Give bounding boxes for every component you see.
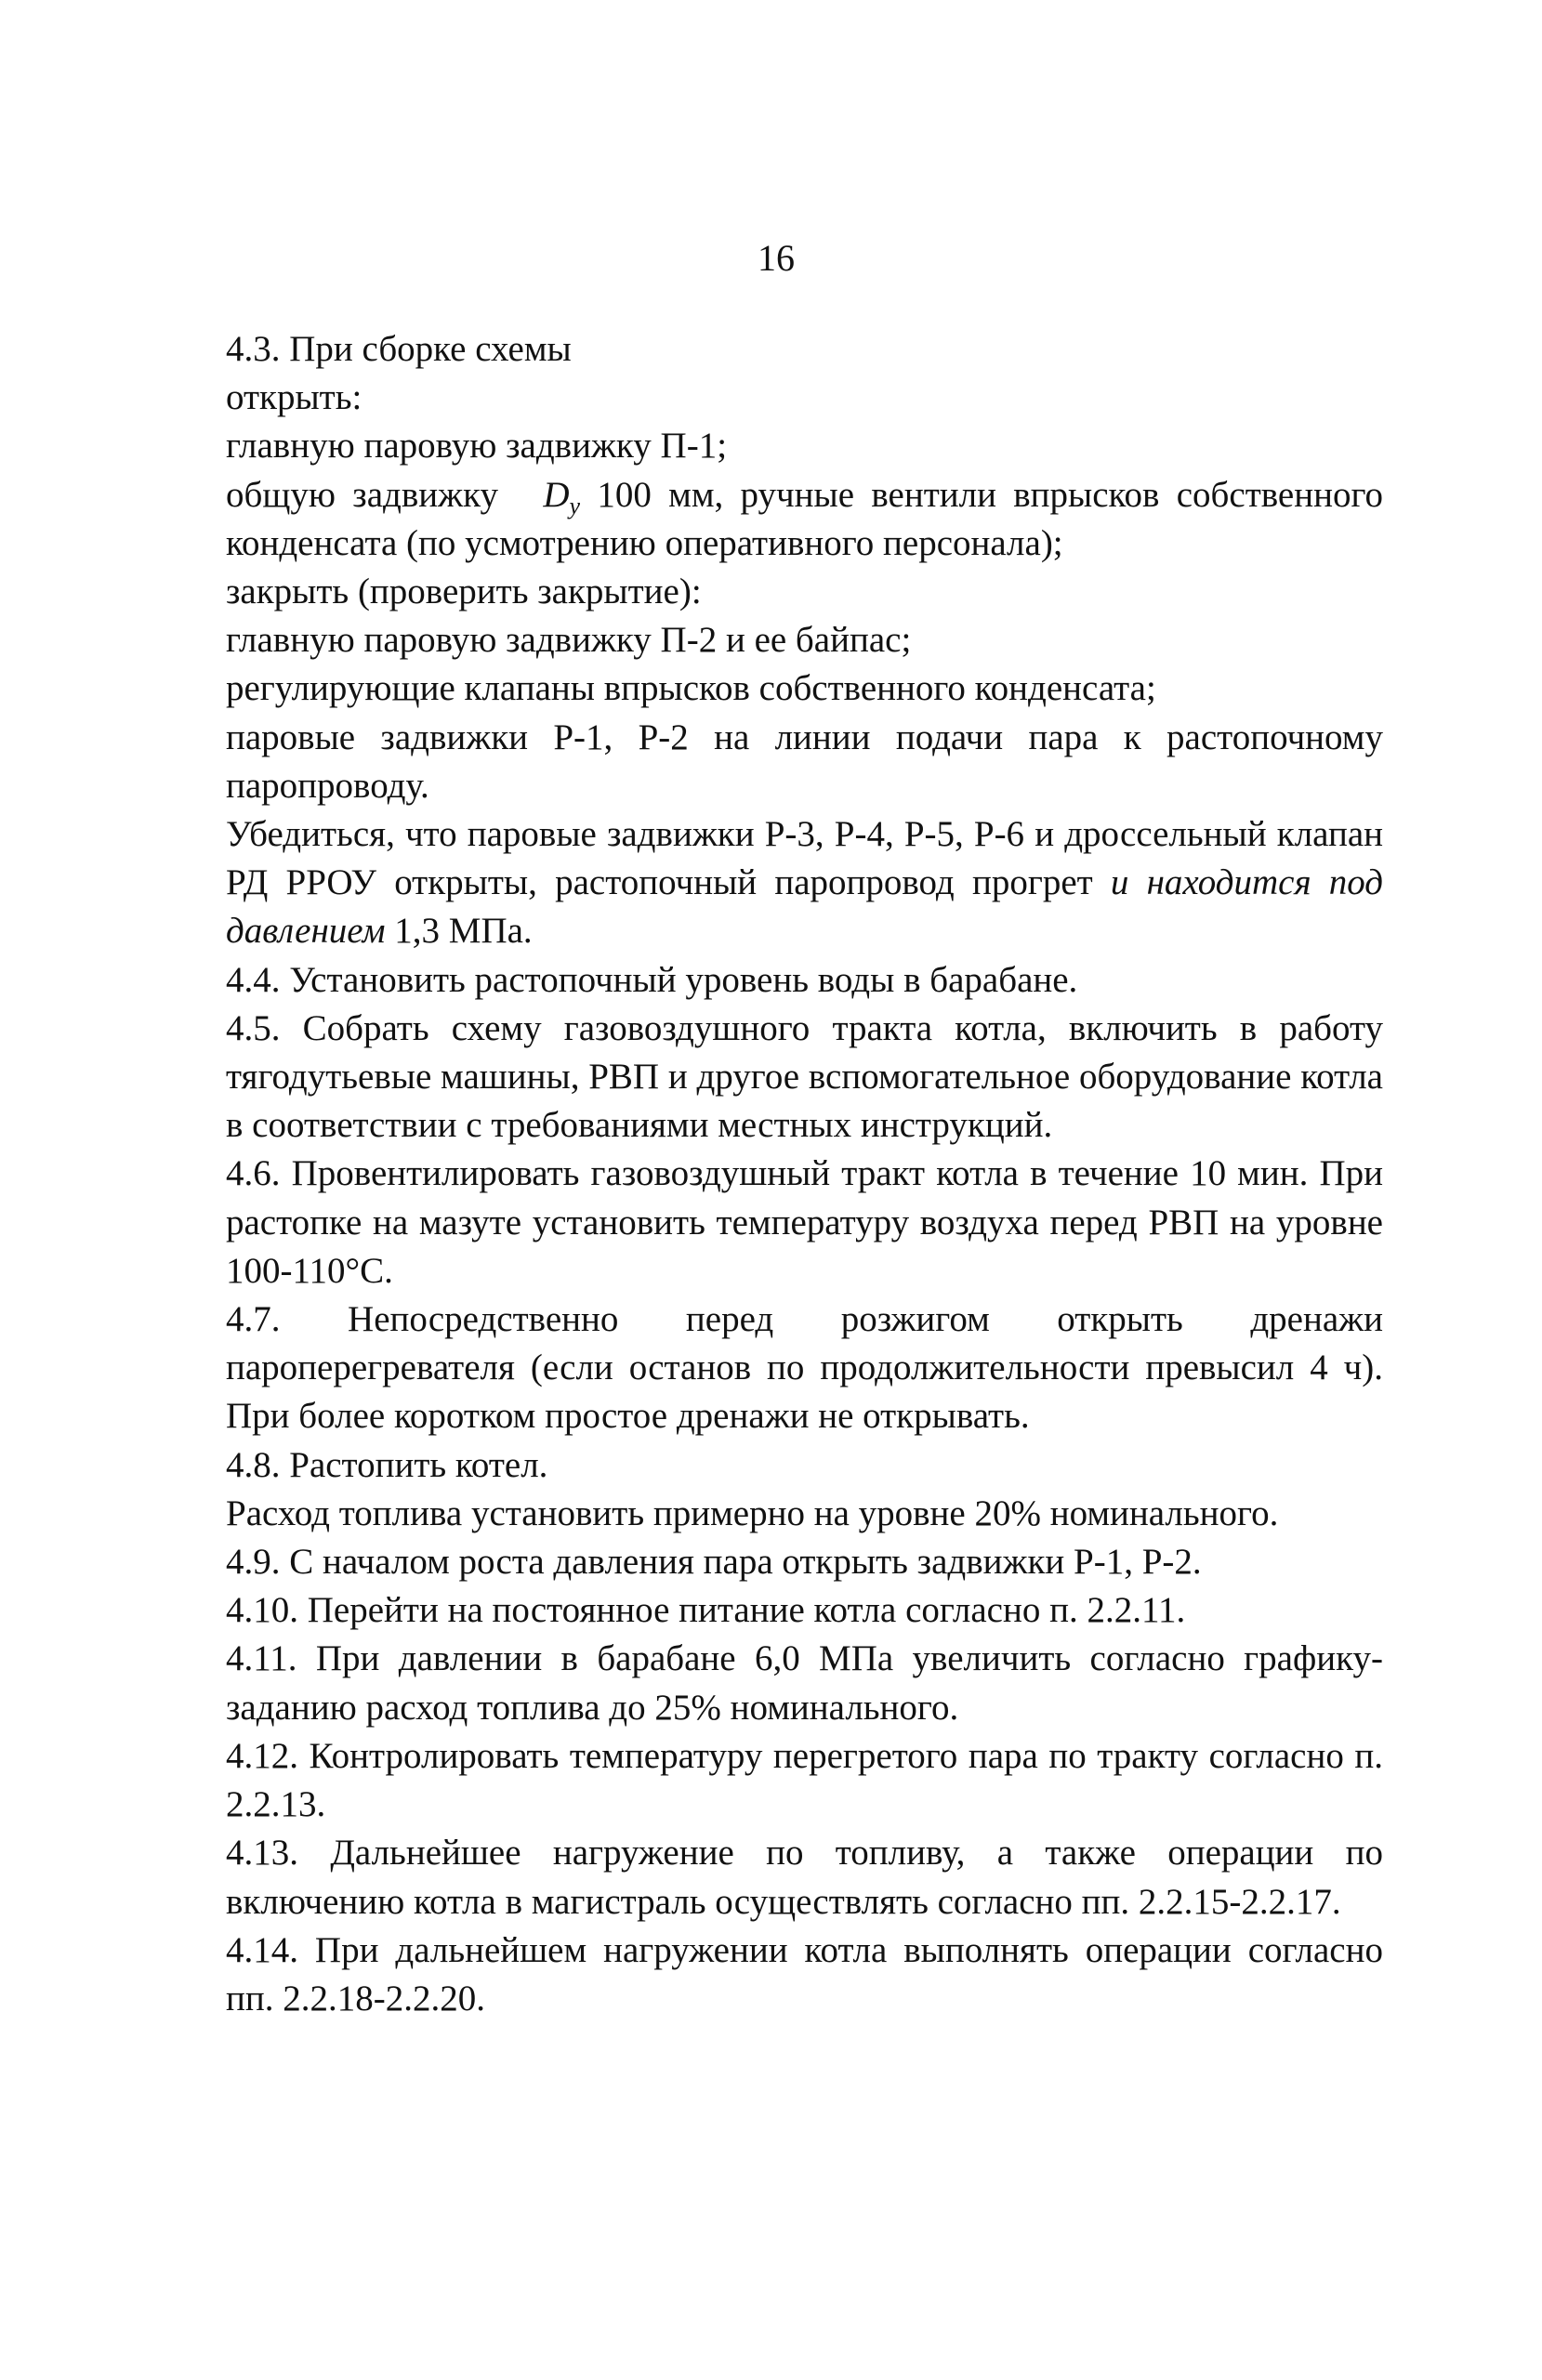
item-main-valve-p2: главную паровую задвижку П-2 и ее байпас; (226, 620, 912, 661)
make-sure-text-italic: и находится под давлением (226, 862, 1383, 952)
fuel-consumption: Расход топлива установить примерно на уровне 20% номинального. (226, 1492, 1279, 1533)
section-4-12: 4.12. Контролировать температуру перегретого пара по тракту согласно п. 2.2.13. (226, 1735, 1383, 1825)
common-valve-text-b: 100 мм, ручные вентили впрысков собственного конденсата (по усмотрению оперативного персонала); (226, 474, 1384, 563)
section-4-6: 4.6. Провентилировать газовоздушный тракт котла в течение 10 мин. При растопке на мазуте установить температуру воздуха перед РВП на уровне 100-110°С. (226, 1153, 1383, 1291)
item-main-valve-p1: главную паровую задвижку П-1; (226, 426, 728, 467)
document-body (226, 325, 1383, 2023)
item-regulating-valves: регулирующие клапаны впрысков собственного конденсата; (226, 668, 1156, 709)
make-sure-paragraph (226, 810, 1383, 956)
section-4-10: 4.10. Перейти на постоянное питание котла согласно п. 2.2.11. (226, 1590, 1186, 1631)
section-4-13: 4.13. Дальнейшее нагружение по топливу, а также операции по включению котла в магистраль осуществлять согласно пп. 2.2.15-2.2.17. (226, 1833, 1383, 1922)
make-sure-text-a: Убедиться, что паровые задвижки Р-3, Р-4, Р-5, Р-6 и дроссельный клапан РД РРОУ открыты, растопочный паропровод прогрет (226, 814, 1383, 903)
make-sure-text-c: 1,3 МПа. (385, 911, 533, 952)
section-4-5: 4.5. Собрать схему газовоздушного тракта котла, включить в работу тягодутьевые машины, РВП и другое вспомогательное оборудование котла в соответствии с требованиями местных инструкций. (226, 1007, 1383, 1146)
dy-letter: D (543, 474, 570, 515)
section-4-8: 4.8. Растопить котел. (226, 1444, 548, 1485)
open-label: открыть: (226, 377, 362, 418)
page-number: 16 (758, 237, 795, 279)
common-valve-text-a: общую задвижку (226, 474, 498, 515)
section-4-11: 4.11. При давлении в барабане 6,0 МПа увеличить согласно графику-заданию расход топлива до 25% номинального. (226, 1638, 1383, 1728)
section-4-9: 4.9. С началом роста давления пара открыть задвижки Р-1, Р-2. (226, 1542, 1202, 1583)
section-4-3-heading: 4.3. При сборке схемы (226, 329, 572, 369)
dy-symbol (543, 474, 581, 519)
item-steam-valves: паровые задвижки Р-1, Р-2 на линии подачи пара к растопочному паропроводу. (226, 717, 1383, 806)
section-4-4: 4.4. Установить растопочный уровень воды в барабане. (226, 959, 1078, 1000)
close-label: закрыть (проверить закрытие): (226, 572, 702, 612)
item-common-valve (226, 471, 1383, 568)
dy-subscript: у (569, 492, 581, 519)
section-4-7: 4.7. Непосредственно перед розжигом открыть дренажи пароперегревателя (если останов по продолжительности превысил 4 ч). При более коротком простое дренажи не открывать. (226, 1299, 1383, 1437)
section-4-14: 4.14. При дальнейшем нагружении котла выполнять операции согласно пп. 2.2.18-2.2.20. (226, 1929, 1383, 2018)
